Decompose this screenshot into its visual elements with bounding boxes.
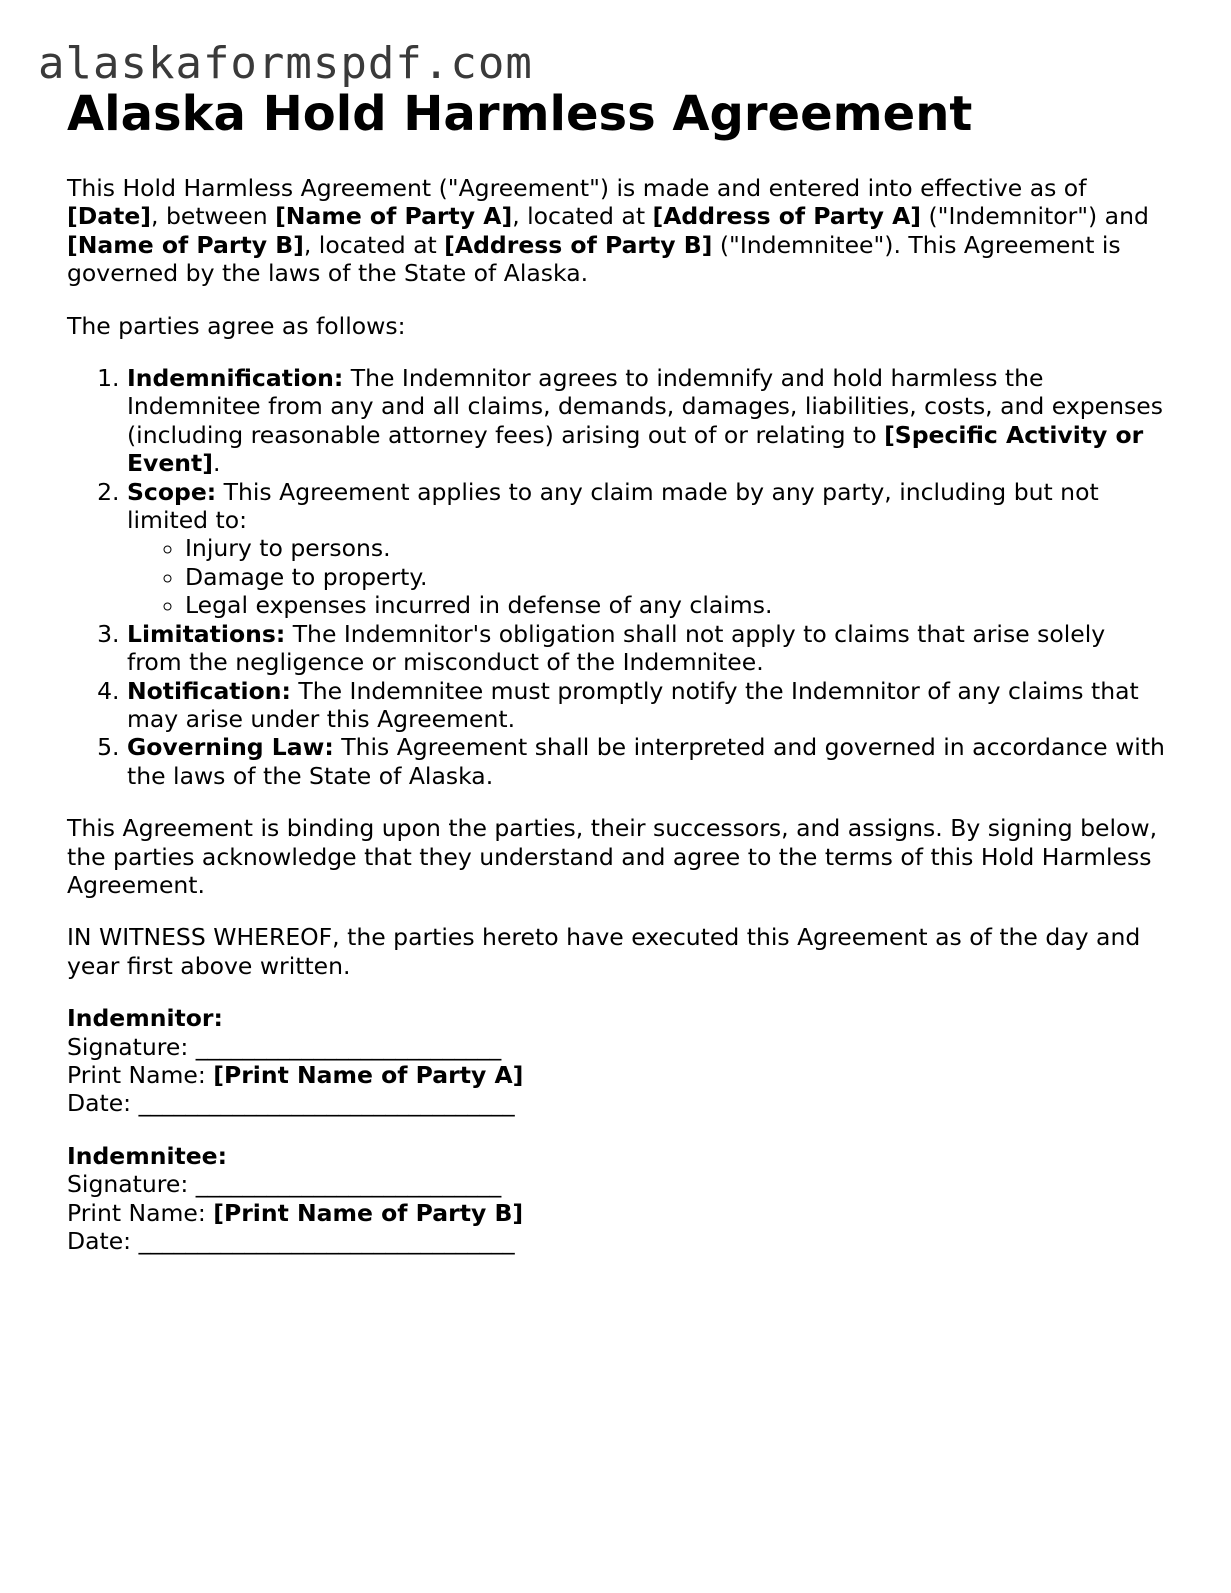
term-heading: Limitations: (127, 619, 286, 648)
term-heading: Scope: (127, 477, 217, 506)
term-heading: Governing Law: (127, 733, 334, 762)
terms-list (67, 364, 1167, 790)
intro-text-6: ("Indemnitee"). This Agreement is governed by the laws of the State of Alaska. (67, 230, 1121, 288)
date-line[interactable]: ________________________________ (138, 1089, 515, 1118)
scope-bullet: ◦ Legal expenses incurred in defense of any claims. (185, 591, 1167, 619)
intro-text-1: This Hold Harmless Agreement ("Agreement") is made and entered into effective as of (67, 174, 1087, 202)
print-name-label: Print Name: (67, 1198, 214, 1227)
print-name-label: Print Name: (67, 1060, 214, 1089)
document-page (67, 84, 1167, 1255)
term-indemnification (127, 364, 1167, 478)
print-name-placeholder: [Print Name of Party A] (213, 1060, 524, 1089)
binding-paragraph: This Agreement is binding upon the parties, their successors, and assigns. By signing below, the parties acknowledge that they understand and agree to the terms of this Hold Harmless Agreement. (67, 814, 1158, 899)
party-a-placeholder: [Name of Party A] (275, 202, 513, 231)
intro-text-3: , located at (512, 202, 653, 231)
party-b-placeholder: [Name of Party B] (67, 230, 304, 259)
term-text: This Agreement applies to any claim made by any party, including but not limited to: (127, 477, 1099, 535)
address-a-placeholder: [Address of Party A] (652, 202, 922, 231)
date-label: Date: (67, 1089, 139, 1118)
signature-row (67, 1170, 1167, 1198)
intro-text-4: ("Indemnitor") and (921, 202, 1149, 231)
site-watermark: alaskaformspdf.com (38, 38, 533, 89)
intro-paragraph (67, 174, 1167, 288)
date-label: Date: (67, 1227, 139, 1255)
term-notification (127, 677, 1167, 734)
term-scope (127, 478, 1167, 620)
scope-bullet: ◦ Damage to property. (185, 563, 1167, 591)
print-name-row (67, 1199, 1167, 1227)
term-limitations (127, 620, 1167, 677)
term-heading: Notification: (127, 676, 291, 705)
signer-role: Indemnitor: (67, 1004, 223, 1033)
term-text: This Agreement shall be interpreted and governed in accordance with the laws of the State of Alaska. (127, 733, 1165, 790)
print-name-row (67, 1061, 1167, 1089)
term-text: The Indemnitee must promptly notify the Indemnitor of any claims that may arise under this Agreement. (127, 676, 1139, 733)
term-heading: Indemnification: (127, 364, 344, 393)
signature-line[interactable]: __________________________ (195, 1032, 502, 1061)
term-text: The Indemnitor's obligation shall not apply to claims that arise solely from the negligence or misconduct of the Indemnitee. (127, 619, 1106, 677)
signature-row (67, 1033, 1167, 1061)
document-title: Alaska Hold Harmless Agreement (67, 86, 973, 142)
term-tail: . (213, 449, 221, 478)
agree-line: The parties agree as follows: (67, 311, 406, 340)
date-row (67, 1089, 1167, 1117)
print-name-placeholder: [Print Name of Party B] (213, 1198, 524, 1227)
intro-text-2: , between (151, 202, 276, 231)
address-b-placeholder: [Address of Party B] (444, 230, 713, 259)
indemnitee-signature-block (67, 1142, 1167, 1256)
signature-label: Signature: (67, 1170, 196, 1199)
intro-text-5: , located at (303, 230, 445, 259)
date-line[interactable]: ________________________________ (138, 1227, 515, 1255)
witness-paragraph: IN WITNESS WHEREOF, the parties hereto have executed this Agreement as of the day and year first above written. (67, 923, 1141, 980)
signer-role: Indemnitee: (67, 1141, 228, 1170)
indemnitor-signature-block (67, 1004, 1167, 1118)
scope-bullets (127, 534, 1167, 619)
activity-placeholder: [Specific Activity or Event] (127, 420, 1144, 478)
date-placeholder: [Date] (67, 202, 152, 231)
signature-line[interactable]: __________________________ (195, 1170, 502, 1199)
date-row (67, 1227, 1167, 1255)
term-governing-law (127, 733, 1167, 790)
signature-label: Signature: (67, 1032, 196, 1061)
scope-bullet: ◦ Injury to persons. (185, 534, 1167, 562)
term-text: The Indemnitor agrees to indemnify and hold harmless the Indemnitee from any and all claims, demands, damages, liabilities, costs, and expenses (including reasonable attorney fees) arising out of or relating to (127, 364, 1163, 449)
